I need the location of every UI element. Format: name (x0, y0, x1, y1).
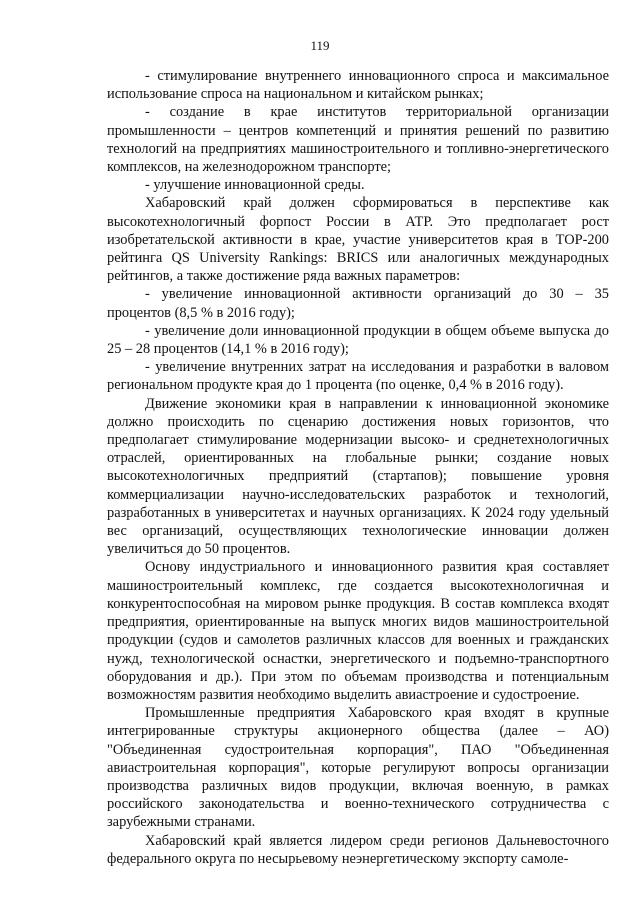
page-number: 119 (310, 38, 330, 53)
body-text (107, 67, 609, 868)
paragraph: - стимулирование внутреннего инновационного спроса и максимальное использование спроса на национальном и китайском рынках; (107, 68, 609, 103)
paragraph: - увеличение инновационной активности организаций до 30 – 35 процентов (8,5 % в 2016 году); (107, 286, 609, 321)
paragraph: - увеличение доли инновационной продукции в общем объеме выпуска до 25 – 28 процентов (14,1 % в 2016 году); (107, 322, 609, 358)
paragraph: Хабаровский край является лидером среди регионов Дальневосточного федерального округа по несырьевому неэнергетическому экспорту самоле- (107, 832, 609, 867)
paragraph: - увеличение внутренних затрат на исследования и разработки в валовом региональном продукте края до 1 процента (по оценке, 0,4 % в 2016 году). (107, 359, 609, 394)
paragraph: Движение экономики края в направлении к инновационной экономике должно происходить по сценарию достижения новых горизонтов, что предполагает стимулирование модернизации высоко- и среднетехнологичных отраслей, ориентированных на глобальные рынки; создание новых высокотехнологичных предприятий (стартапов); повышение уровня коммерциализации научно-исследовательских разработок и технологий, разработанных в университетах и научных организациях. К 2024 году удельный вес организаций, осуществляющих технологические инновации должен увеличиться до 50 процентов. (107, 395, 609, 558)
paragraph: - улучшение инновационной среды. (145, 177, 365, 194)
paragraph: Хабаровский край должен сформироваться в перспективе как высокотехнологичный форпост России в АТР. Это предполагает рост изобретательской активности в крае, участие университетов края в TOP-200 рейтинга QS University Rankings: BRICS или аналогичных международных рейтингов, а также достижение ряда важных параметров: (107, 195, 609, 285)
paragraph: - создание в крае институтов территориальной организации промышленности – центров компетенций и принятия решений по развитию технологий на предприятиях машиностроительного и топливно-энергетического комплексов, на железнодорожном транспорте; (107, 104, 609, 176)
paragraph: Промышленные предприятия Хабаровского края входят в крупные интегрированные структуры акционерного общества (далее – АО) "Объединенная судостроительная корпорация", ПАО "Объединенная авиастроительная корпорация", которые регулируют вопросы организации производства различных видов продукции, включая военную, в рамках российского законодательства и военно-технического сотрудничества с зарубежными странами. (107, 705, 609, 831)
paragraph: Основу индустриального и инновационного развития края составляет машиностроительный комплекс, где создается высокотехнологичная и конкурентоспособная на мировом рынке продукция. В состав комплекса входят предприятия, ориентированные на выпуск многих видов машиностроительной продукции (судов и самолетов различных классов для военных и гражданских нужд, технологической оснастки, энергетического и подъемно-транспортного оборудования и др.). При этом по объемам производства и потенциальным возможностям развития необходимо выделить авиастроение и судостроение. (107, 559, 609, 703)
